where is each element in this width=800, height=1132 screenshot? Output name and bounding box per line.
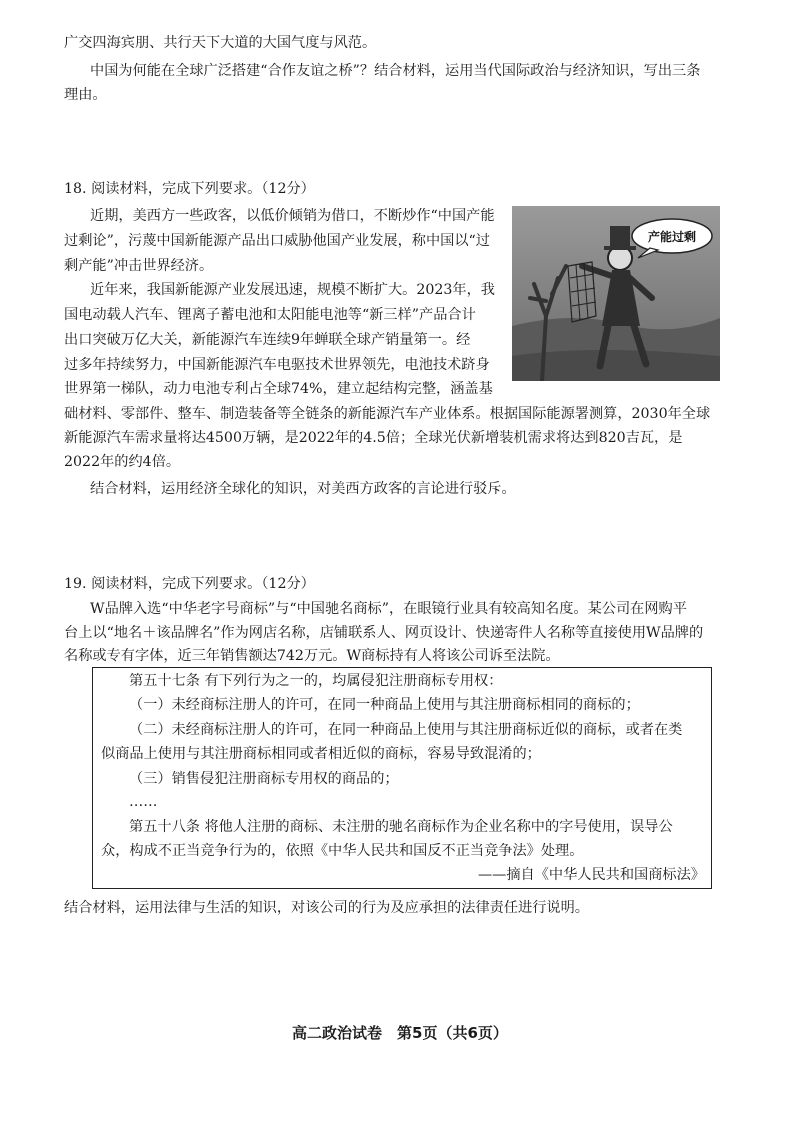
law-source: ——摘自《中华人民共和国商标法》 (477, 867, 705, 883)
law-item-2-cont: 似商品上使用与其注册商标相同或者相近似的商标，容易导致混淆的； (101, 746, 541, 762)
law-item-2: （二）未经商标注册人的许可，在同一种商品上使用与其注册商标近似的商标，或者在类 (129, 722, 683, 738)
q19-task: 结合材料，运用法律与生活的知识，对该公司的行为及应承担的法律责任进行说明。 (64, 900, 589, 916)
law-item-3: （三）销售侵犯注册商标专用权的商品的； (129, 771, 399, 787)
q19-heading: 19. 阅读材料，完成下列要求。（12分） (64, 576, 315, 592)
q18-para2-line: 过多年持续努力，中国新能源汽车电驱技术世界领先，电池技术跻身 (64, 357, 490, 373)
q18-para2-line: 世界第一梯队，动力电池专利占全球74%，建立起结构完整，涵盖基 (64, 381, 493, 397)
q19-para-line: W品牌入选“中华老字号商标”与“中国驰名商标”，在眼镜行业具有较高知名度。某公司在网购平 (90, 601, 687, 617)
q18-para1-line: 剩产能”冲击世界经济。 (64, 258, 214, 274)
cartoon-illustration (512, 206, 720, 381)
q19-para-line: 名称或专有字体，近三年销售额达742万元。W商标持有人将该公司诉至法院。 (64, 648, 560, 664)
q18-para2-line: 国电动载人汽车、锂离子蓄电池和太阳能电池等“新三样”产品合计 (64, 307, 476, 323)
q18-para2-line: 出口突破万亿大关，新能源汽车连续9年蝉联全球产销量第一。经 (64, 332, 471, 348)
law-article-57: 第五十七条 有下列行为之一的，均属侵犯注册商标专用权： (129, 673, 503, 689)
law-article-58: 第五十八条 将他人注册的商标、未注册的驰名商标作为企业名称中的字号使用，误导公 (129, 819, 673, 835)
q18-cartoon-image (512, 206, 720, 381)
q18-heading: 18. 阅读材料，完成下列要求。（12分） (64, 181, 315, 197)
q18-para1-line: 过剩论”，污蔑中国新能源产品出口威胁他国产业发展，称中国以“过 (64, 233, 490, 249)
law-item-1: （一）未经商标注册人的许可，在同一种商品上使用与其注册商标相同的商标的； (129, 697, 640, 713)
q18-para2-line: 新能源汽车需求量将达4500万辆，是2022年的4.5倍；全球光伏新增装机需求将达到820吉瓦，是 (64, 430, 683, 446)
trademark-law-excerpt-box (92, 667, 712, 889)
prev-question-prompt-cont: 理由。 (64, 87, 107, 103)
prev-question-text: 广交四海宾朋、共行天下大道的大国气度与风范。 (64, 35, 377, 51)
law-article-58-cont: 众，构成不正当竞争行为的，依照《中华人民共和国反不正当竞争法》处理。 (101, 843, 584, 859)
law-ellipsis: …… (129, 794, 158, 810)
q18-task: 结合材料，运用经济全球化的知识，对美西方政客的言论进行驳斥。 (90, 481, 516, 497)
page-footer: 高二政治试卷 第5页（共6页） (292, 1024, 508, 1042)
q18-para2-line: 2022年的约4倍。 (64, 454, 181, 470)
q18-para1-line: 近期，美西方一些政客，以低价倾销为借口，不断炒作“中国产能 (90, 208, 495, 224)
q19-para-line: 台上以“地名＋该品牌名”作为网店名称，店铺联系人、网页设计、快递寄件人名称等直接使用W品牌的 (64, 625, 704, 641)
prev-question-prompt: 中国为何能在全球广泛搭建“合作友谊之桥”？结合材料，运用当代国际政治与经济知识，写出三条 (90, 63, 701, 79)
q18-para2-line: 础材料、零部件、整车、制造装备等全链条的新能源汽车产业体系。根据国际能源署测算，2030年全球 (64, 406, 711, 422)
cartoon-speech-label: 产能过剩 (647, 230, 697, 244)
q18-para2-line: 近年来，我国新能源产业发展迅速，规模不断扩大。2023年，我 (90, 282, 495, 298)
